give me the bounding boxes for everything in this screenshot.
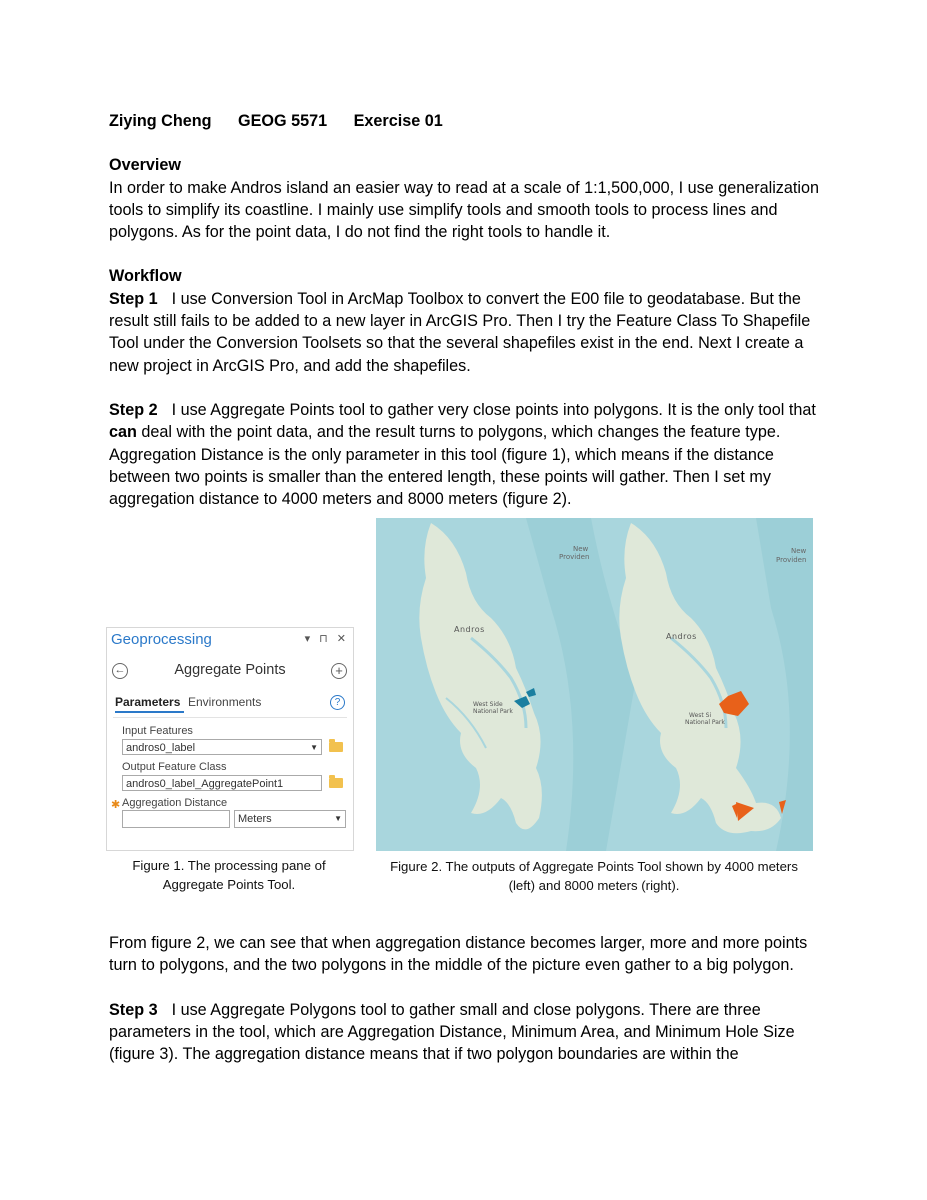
step2-bold-word: can: [109, 423, 137, 442]
active-tab-indicator: [115, 711, 184, 713]
left-providence-label-line2: Providen: [559, 553, 590, 561]
step3-label: Step 3: [109, 1000, 158, 1019]
step1-text: I use Conversion Tool in ArcMap Toolbox to convert the E00 file to geodatabase. But the result still fails to be added to a new layer in ArcGIS Pro. Then I try the Feature Class To Shapefile Tool under the Conversion Toolsets so that the several shapefiles exist in the end. Next I create a new project in ArcGIS Pro, and add the shapefiles.: [109, 289, 811, 375]
tool-name: Aggregate Points: [174, 662, 286, 678]
output-feature-class-value: andros0_label_AggregatePoint1: [126, 778, 284, 790]
map-canvas: [376, 518, 813, 851]
step2-text-b: deal with the point data, and the result turns to polygons, which changes the feature type. Aggregation Distance is the only parameter in this tool (figure 1), which means if the distance between two points is smaller than the entered length, these points will gather. Then I set my aggregation distance to 4000 meters and 8000 meters (figure 2).: [109, 423, 781, 509]
exercise-number: Exercise 01: [353, 112, 443, 130]
step2-label: Step 2: [109, 400, 158, 419]
help-icon[interactable]: ?: [330, 695, 345, 710]
step3-text: I use Aggregate Polygons tool to gather small and close polygons. There are three parameters in the tool, which are Aggregation Distance, Minimum Area, and Minimum Hole Size (figure 3). The aggregation distance means that if two polygon boundaries are within the: [109, 1000, 795, 1064]
aggregation-distance-label: Aggregation Distance: [122, 797, 228, 809]
left-park-label-line2: National Park: [473, 708, 513, 715]
shallow-water: [526, 518, 636, 851]
geoprocessing-pane: [106, 627, 354, 851]
step1-paragraph: [109, 288, 819, 377]
tab-environments[interactable]: Environments: [188, 695, 262, 709]
overview-heading: Overview: [109, 156, 181, 175]
andros-island-right: [619, 523, 781, 833]
step3-paragraph: [109, 999, 819, 1066]
andros-island-left: [419, 523, 542, 829]
input-features-label: Input Features: [122, 725, 193, 737]
output-feature-class-field[interactable]: [122, 775, 322, 791]
back-icon[interactable]: ←: [112, 663, 128, 679]
figure2-caption: Figure 2. The outputs of Aggregate Points Tool shown by 4000 meters (left) and 8000 meters (right).: [390, 859, 798, 893]
right-park-label-line2: National Park: [685, 719, 725, 726]
figure1-caption: Figure 1. The processing pane of Aggregate Points Tool.: [132, 858, 326, 892]
chevron-down-icon[interactable]: ▼: [310, 743, 318, 752]
pane-controls[interactable]: ▾ ⊓ ✕: [304, 633, 349, 645]
author-name: Ziying Cheng: [109, 112, 212, 130]
document-body: [109, 110, 819, 510]
required-star-icon: ✱: [111, 799, 121, 811]
document-body-continued: [109, 932, 819, 1065]
add-icon[interactable]: +: [331, 663, 347, 679]
step2-text-a: I use Aggregate Points tool to gather very close points into polygons. It is the only tool that: [171, 400, 816, 419]
workflow-heading: Workflow: [109, 267, 182, 286]
pane-title: Geoprocessing: [111, 631, 212, 648]
left-park-label-line1: West Side: [473, 701, 503, 708]
step2-paragraph: [109, 399, 819, 510]
unit-value: Meters: [238, 813, 272, 825]
folder-icon[interactable]: [329, 742, 343, 752]
input-features-value: andros0_label: [126, 742, 196, 754]
output-feature-class-label: Output Feature Class: [122, 761, 227, 773]
step1-label: Step 1: [109, 289, 158, 308]
chevron-down-icon[interactable]: ▼: [334, 814, 342, 823]
left-providence-label-line1: New: [573, 545, 589, 553]
right-providence-label-line1: New: [791, 547, 807, 555]
input-features-field[interactable]: [122, 739, 322, 755]
tab-parameters[interactable]: Parameters: [115, 695, 181, 709]
right-providence-label-line2: Providen: [776, 556, 807, 564]
course-code: GEOG 5571: [238, 112, 328, 130]
overview-paragraph: In order to make Andros island an easier way to read at a scale of 1:1,500,000, I use generalization tools to simplify its coastline. I mainly use simplify tools and smooth tools to process lines and polygons. As for the point data, I do not find the right tools to handle it.: [109, 178, 819, 242]
right-island-label: Andros: [666, 632, 697, 641]
unit-select[interactable]: [234, 810, 346, 828]
figure2-discussion: From figure 2, we can see that when aggregation distance becomes larger, more and more points turn to polygons, and the two polygons in the middle of the picture even gather to a big polygon.: [109, 934, 808, 975]
aggregation-distance-field[interactable]: [122, 810, 230, 828]
folder-icon[interactable]: [329, 778, 343, 788]
left-island-label: Andros: [454, 625, 485, 634]
right-park-label-line1: West Si: [689, 712, 712, 719]
aggregate-points-map: [376, 518, 813, 851]
divider: [113, 717, 347, 718]
document-title: [109, 110, 819, 132]
